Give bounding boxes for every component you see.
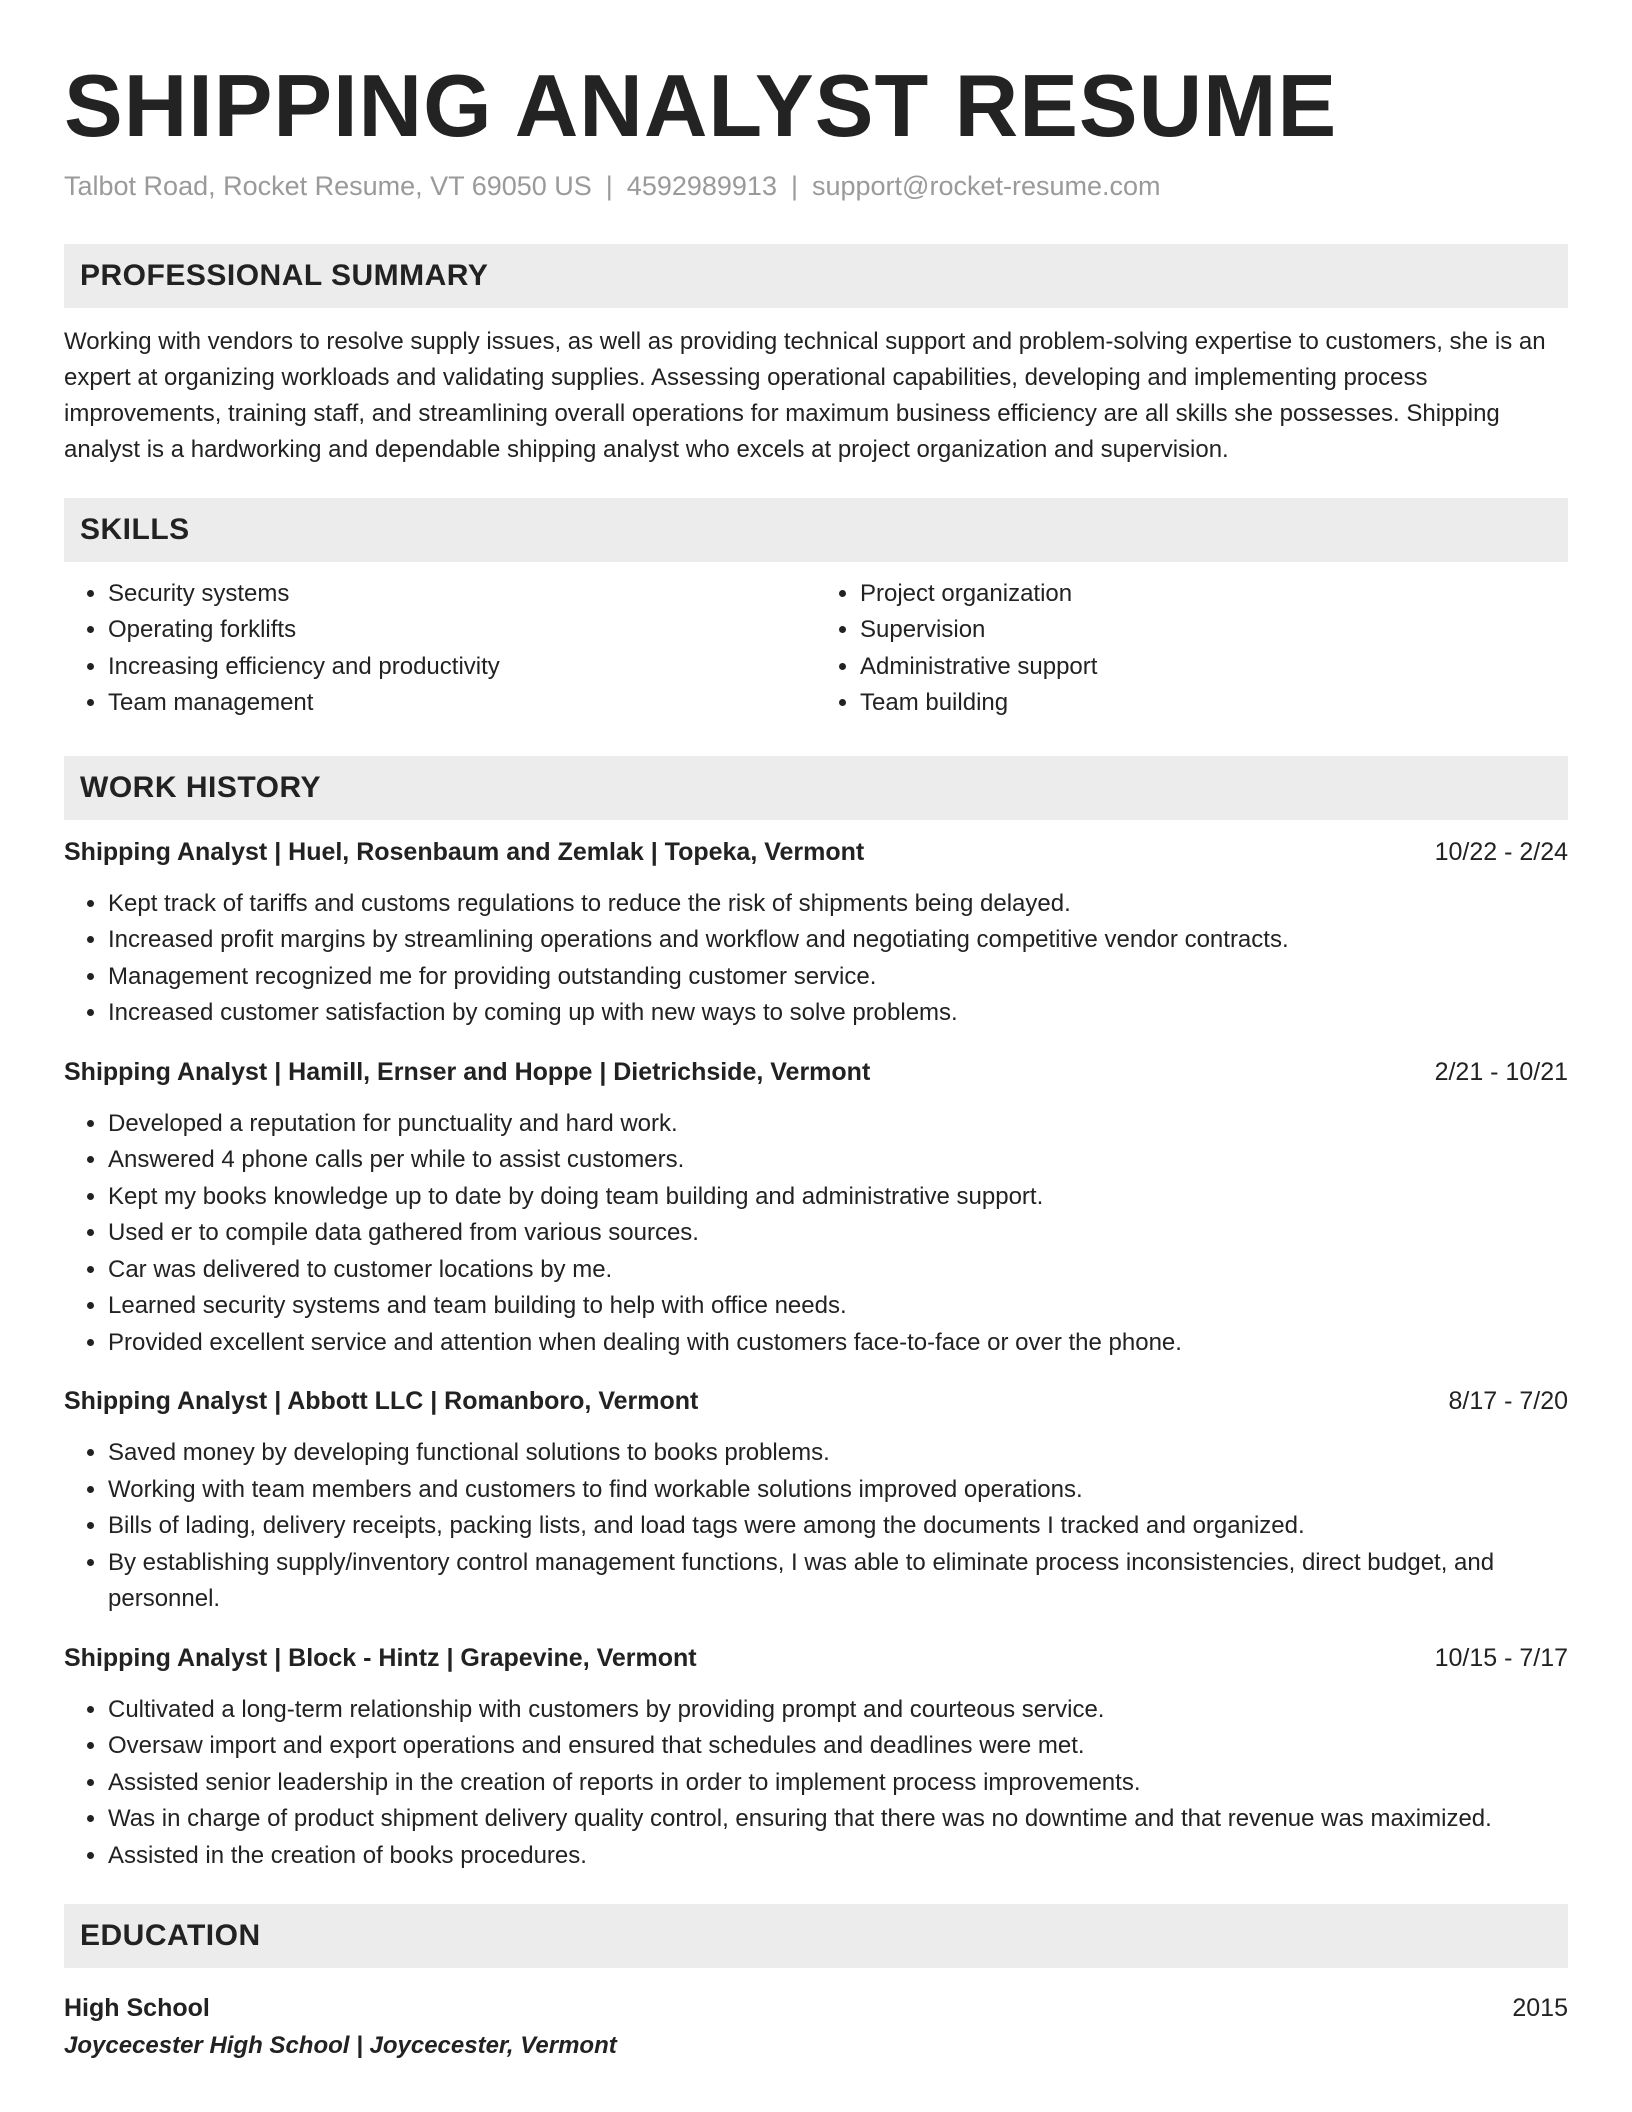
job-bullet: • Learned security systems and team building to help with office needs.	[108, 1288, 1568, 1325]
job-bullet: • Was in charge of product shipment delivery quality control, ensuring that there was no downtime and that revenue was maximized.	[108, 1801, 1568, 1838]
job-bullet: • Kept track of tariffs and customs regulations to reduce the risk of shipments being delayed.	[108, 886, 1568, 923]
contact-address: Talbot Road, Rocket Resume, VT 69050 US	[64, 170, 592, 201]
job-bullet: • Oversaw import and export operations and ensured that schedules and deadlines were met.	[108, 1728, 1568, 1765]
education-heading: EDUCATION	[64, 1904, 1568, 1968]
job-bullet: • Management recognized me for providing outstanding customer service.	[108, 959, 1568, 996]
job-dates: 10/22 - 2/24	[1434, 837, 1568, 866]
job-bullet: • Used er to compile data gathered from various sources.	[108, 1215, 1568, 1252]
skill-item: • Team management	[108, 685, 816, 722]
skills-column-right	[816, 576, 1568, 722]
job-bullet: • Saved money by developing functional solutions to books problems.	[108, 1435, 1568, 1472]
job-title: Shipping Analyst | Block - Hintz | Grapevine, Vermont	[64, 1643, 697, 1672]
job-bullet: • Working with team members and customers to find workable solutions improved operations.	[108, 1472, 1568, 1509]
skill-item: • Operating forklifts	[108, 612, 816, 649]
job-bullets	[64, 1106, 1568, 1362]
job-bullets	[64, 886, 1568, 1032]
job-bullet: • Developed a reputation for punctuality and hard work.	[108, 1106, 1568, 1143]
job-bullet: • Assisted senior leadership in the creation of reports in order to implement process improvements.	[108, 1765, 1568, 1802]
job-header	[64, 834, 1568, 870]
job-title: Shipping Analyst | Huel, Rosenbaum and Zemlak | Topeka, Vermont	[64, 837, 865, 866]
job-entry	[64, 1383, 1568, 1618]
job-title: Shipping Analyst | Abbott LLC | Romanboro, Vermont	[64, 1387, 699, 1416]
contact-email: support@rocket-resume.com	[811, 170, 1161, 201]
job-header	[64, 1383, 1568, 1419]
job-dates: 2/21 - 10/21	[1434, 1057, 1568, 1086]
summary-heading: PROFESSIONAL SUMMARY	[64, 244, 1568, 308]
skill-item: • Supervision	[860, 612, 1568, 649]
job-bullets	[64, 1435, 1568, 1618]
contact-line	[64, 171, 1568, 202]
skill-item: • Increasing efficiency and productivity	[108, 649, 816, 686]
job-entry	[64, 1640, 1568, 1875]
skill-item: • Security systems	[108, 576, 816, 613]
education-degree: High School	[64, 1994, 210, 2023]
job-bullet: • Provided excellent service and attention when dealing with customers face-to-face or over the phone.	[108, 1325, 1568, 1362]
job-dates: 8/17 - 7/20	[1448, 1387, 1568, 1416]
job-bullet: • Answered 4 phone calls per while to assist customers.	[108, 1142, 1568, 1179]
job-header	[64, 1640, 1568, 1676]
job-bullet: • Increased profit margins by streamlining operations and workflow and negotiating competitive vendor contracts.	[108, 922, 1568, 959]
job-header	[64, 1054, 1568, 1090]
education-school: Joycecester High School | Joycecester, Vermont	[64, 2032, 617, 2060]
skill-item: • Administrative support	[860, 649, 1568, 686]
job-title: Shipping Analyst | Hamill, Ernser and Hoppe | Dietrichside, Vermont	[64, 1057, 871, 1086]
job-entry	[64, 1054, 1568, 1362]
skills-heading: SKILLS	[64, 498, 1568, 562]
work-history-heading: WORK HISTORY	[64, 756, 1568, 820]
skills-list	[64, 576, 1568, 722]
resume-title: SHIPPING ANALYST RESUME	[64, 56, 1338, 155]
skill-item: • Project organization	[860, 576, 1568, 613]
skill-item: • Team building	[860, 685, 1568, 722]
job-bullet: • Increased customer satisfaction by coming up with new ways to solve problems.	[108, 995, 1568, 1032]
contact-separator: |	[790, 170, 798, 201]
job-entry	[64, 834, 1568, 1032]
job-bullet: • Cultivated a long-term relationship with customers by providing prompt and courteous service.	[108, 1692, 1568, 1729]
education-year: 2015	[1512, 1994, 1568, 2023]
job-bullet: • By establishing supply/inventory control management functions, I was able to eliminate process inconsistencies, direct budget, and personnel.	[108, 1545, 1568, 1618]
contact-separator: |	[605, 170, 613, 201]
job-bullet: • Kept my books knowledge up to date by doing team building and administrative support.	[108, 1179, 1568, 1216]
job-bullets	[64, 1692, 1568, 1875]
job-bullet: • Bills of lading, delivery receipts, packing lists, and load tags were among the documents I tracked and organized.	[108, 1508, 1568, 1545]
summary-text: Working with vendors to resolve supply issues, as well as providing technical support and problem-solving expertise to customers, she is an expert at organizing workloads and validating supplies. Assessing operational capabilities, developing and implementing process improvements, training staff, and streamlining overall operations for maximum business efficiency are all skills she possesses. Shipping analyst is a hardworking and dependable shipping analyst who excels at project organization and supervision.	[64, 327, 1546, 463]
contact-phone: 4592989913	[626, 170, 777, 201]
education-header	[64, 1990, 1568, 2026]
skills-column-left	[64, 576, 816, 722]
job-bullet: • Car was delivered to customer locations by me.	[108, 1252, 1568, 1289]
job-bullet: • Assisted in the creation of books procedures.	[108, 1838, 1568, 1875]
job-dates: 10/15 - 7/17	[1434, 1643, 1568, 1672]
